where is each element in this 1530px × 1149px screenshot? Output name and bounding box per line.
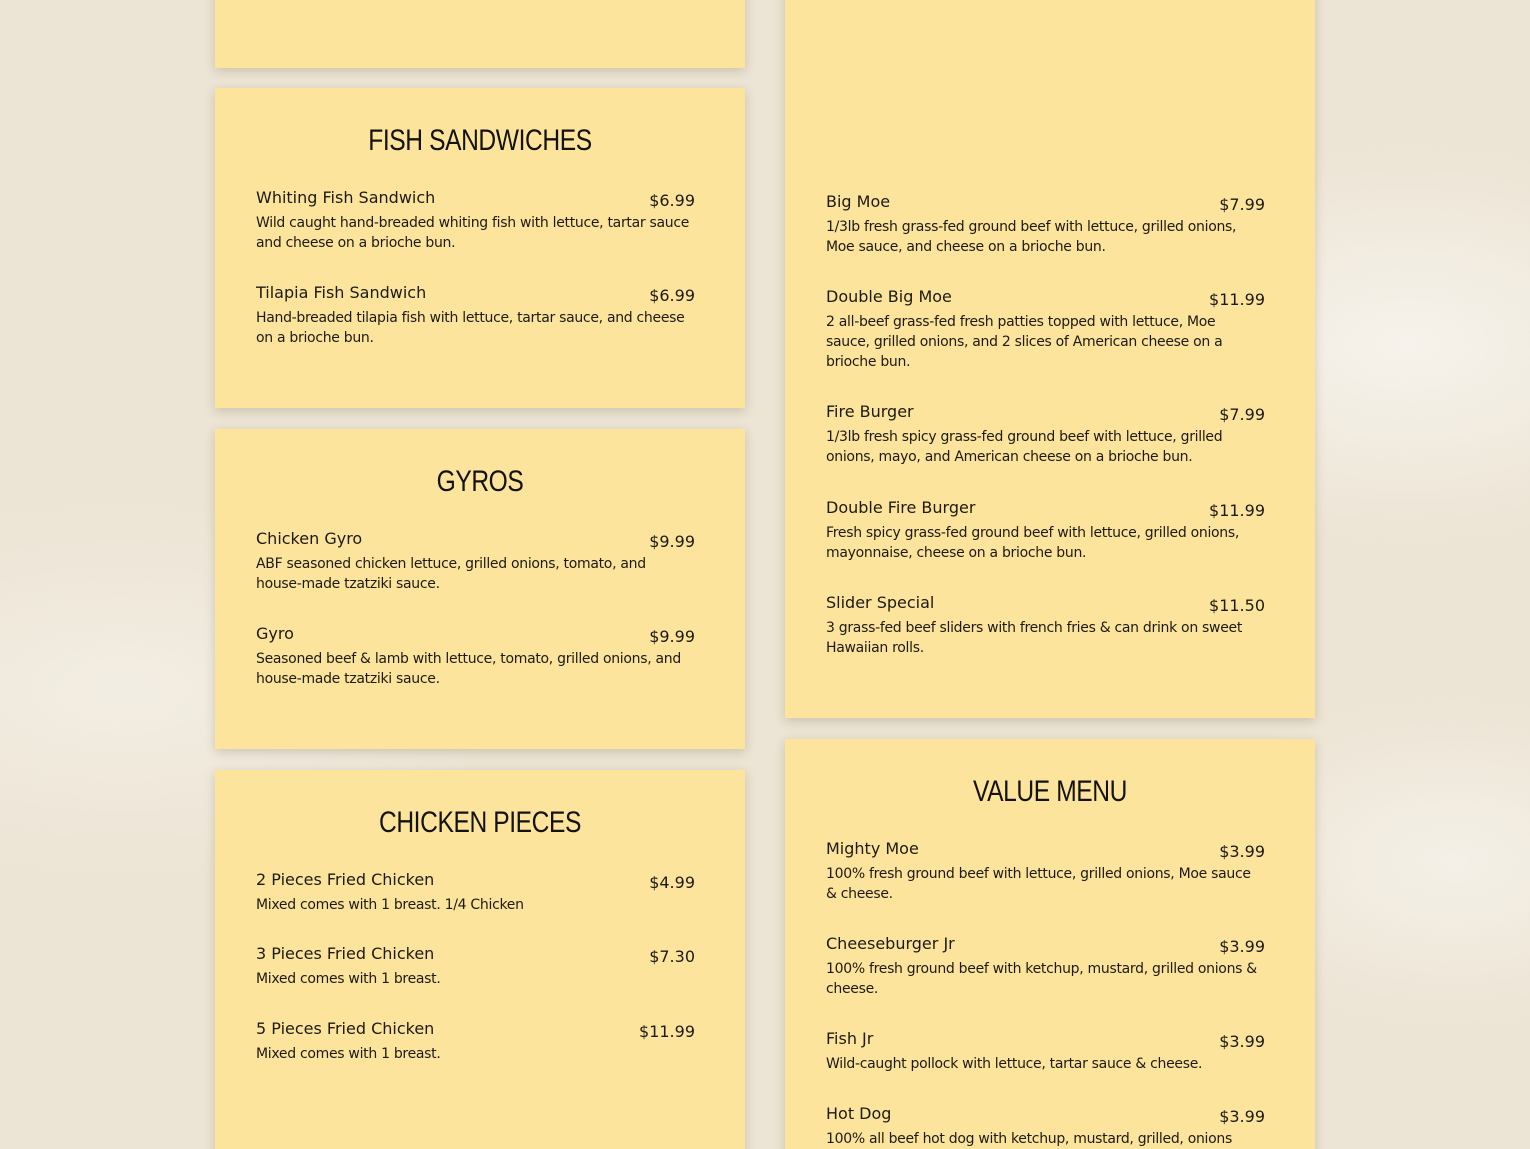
menu-item [826, 287, 1265, 372]
menu-item [256, 283, 695, 348]
item-description: 2 all-beef grass-fed fresh patties topped with lettuce, Moe sauce, grilled onions, and 2 slices of American cheese on a brioche bun. [826, 314, 1223, 370]
menu-card-value-menu [785, 739, 1315, 1149]
item-description: Wild caught hand-breaded whiting fish with lettuce, tartar sauce and cheese on a brioche bun. [256, 215, 690, 251]
item-description: 100% fresh ground beef with lettuce, grilled onions, Moe sauce & cheese. [826, 866, 1251, 902]
item-name: Slider Special [826, 593, 935, 612]
item-name: Cheeseburger Jr [826, 934, 955, 953]
menu-item [256, 944, 695, 989]
item-price: $6.99 [649, 286, 695, 305]
item-price: $6.99 [649, 191, 695, 210]
item-name: Chicken Gyro [256, 529, 363, 548]
menu-card-gyros [215, 429, 745, 749]
menu-item [826, 498, 1265, 563]
menu-card-chicken-pieces [215, 770, 745, 1149]
item-name: Tilapia Fish Sandwich [256, 283, 427, 302]
item-price: $3.99 [1219, 1107, 1265, 1126]
menu-card-fish-sandwiches [215, 88, 745, 408]
menu-card-partial-top [215, 0, 745, 68]
item-description: Mixed comes with 1 breast. [256, 971, 441, 987]
item-price: $9.99 [649, 627, 695, 646]
item-price: $4.99 [649, 873, 695, 892]
section-title: CHICKEN PIECES [378, 806, 582, 839]
item-name: Double Fire Burger [826, 498, 976, 517]
item-description: Mixed comes with 1 breast. 1/4 Chicken [256, 897, 524, 913]
item-name: Hot Dog [826, 1104, 892, 1123]
item-price: $3.99 [1219, 842, 1265, 861]
item-price: $7.30 [649, 947, 695, 966]
item-name: 2 Pieces Fried Chicken [256, 870, 435, 889]
item-description: 1/3lb fresh grass-fed ground beef with lettuce, grilled onions, Moe sauce, and cheese on a brioche bun. [826, 219, 1237, 255]
item-price: $3.99 [1219, 1032, 1265, 1051]
menu-item [826, 192, 1265, 257]
menu-card-burgers [785, 0, 1315, 718]
item-name: Big Moe [826, 192, 891, 211]
menu-item [826, 1029, 1265, 1074]
menu-item [256, 188, 695, 253]
menu-item [256, 870, 695, 915]
item-price: $3.99 [1219, 937, 1265, 956]
item-description: Seasoned beef & lamb with lettuce, tomato, grilled onions, and house-made tzatziki sauce. [256, 651, 681, 687]
item-name: Double Big Moe [826, 287, 952, 306]
item-price: $11.99 [639, 1022, 695, 1041]
section-title: VALUE MENU [972, 775, 1128, 808]
item-description: Fresh spicy grass-fed ground beef with lettuce, grilled onions, mayonnaise, cheese on a brioche bun. [826, 525, 1240, 561]
item-name: Mighty Moe [826, 839, 919, 858]
section-title: GYROS [436, 465, 524, 498]
item-price: $11.99 [1209, 290, 1265, 309]
item-name: 3 Pieces Fried Chicken [256, 944, 435, 963]
section-title: FISH SANDWICHES [368, 124, 592, 157]
item-name: Whiting Fish Sandwich [256, 188, 436, 207]
item-description: 100% fresh ground beef with ketchup, mustard, grilled onions & cheese. [826, 961, 1257, 997]
item-description: Mixed comes with 1 breast. [256, 1046, 441, 1062]
menu-item [826, 593, 1265, 658]
menu-item [256, 529, 695, 594]
item-description: ABF seasoned chicken lettuce, grilled onions, tomato, and house-made tzatziki sauce. [256, 556, 646, 592]
item-name: 5 Pieces Fried Chicken [256, 1019, 435, 1038]
menu-item [826, 402, 1265, 467]
menu-item [256, 624, 695, 689]
item-price: $7.99 [1219, 195, 1265, 214]
item-description: Wild-caught pollock with lettuce, tartar sauce & cheese. [826, 1056, 1203, 1072]
menu-item [826, 934, 1265, 999]
item-description: 1/3lb fresh spicy grass-fed ground beef with lettuce, grilled onions, mayo, and American cheese on a brioche bun. [826, 429, 1223, 465]
item-price: $11.99 [1209, 501, 1265, 520]
item-name: Gyro [256, 624, 294, 643]
menu-item [826, 1104, 1265, 1149]
item-price: $9.99 [649, 532, 695, 551]
item-description: 3 grass-fed beef sliders with french fries & can drink on sweet Hawaiian rolls. [826, 620, 1243, 656]
item-name: Fish Jr [826, 1029, 874, 1048]
item-name: Fire Burger [826, 402, 914, 421]
item-price: $7.99 [1219, 405, 1265, 424]
item-description: Hand-breaded tilapia fish with lettuce, tartar sauce, and cheese on a brioche bun. [256, 310, 685, 346]
menu-item [826, 839, 1265, 904]
item-price: $11.50 [1209, 596, 1265, 615]
menu-item [256, 1019, 695, 1064]
item-description: 100% all beef hot dog with ketchup, mustard, grilled, onions [826, 1131, 1232, 1147]
